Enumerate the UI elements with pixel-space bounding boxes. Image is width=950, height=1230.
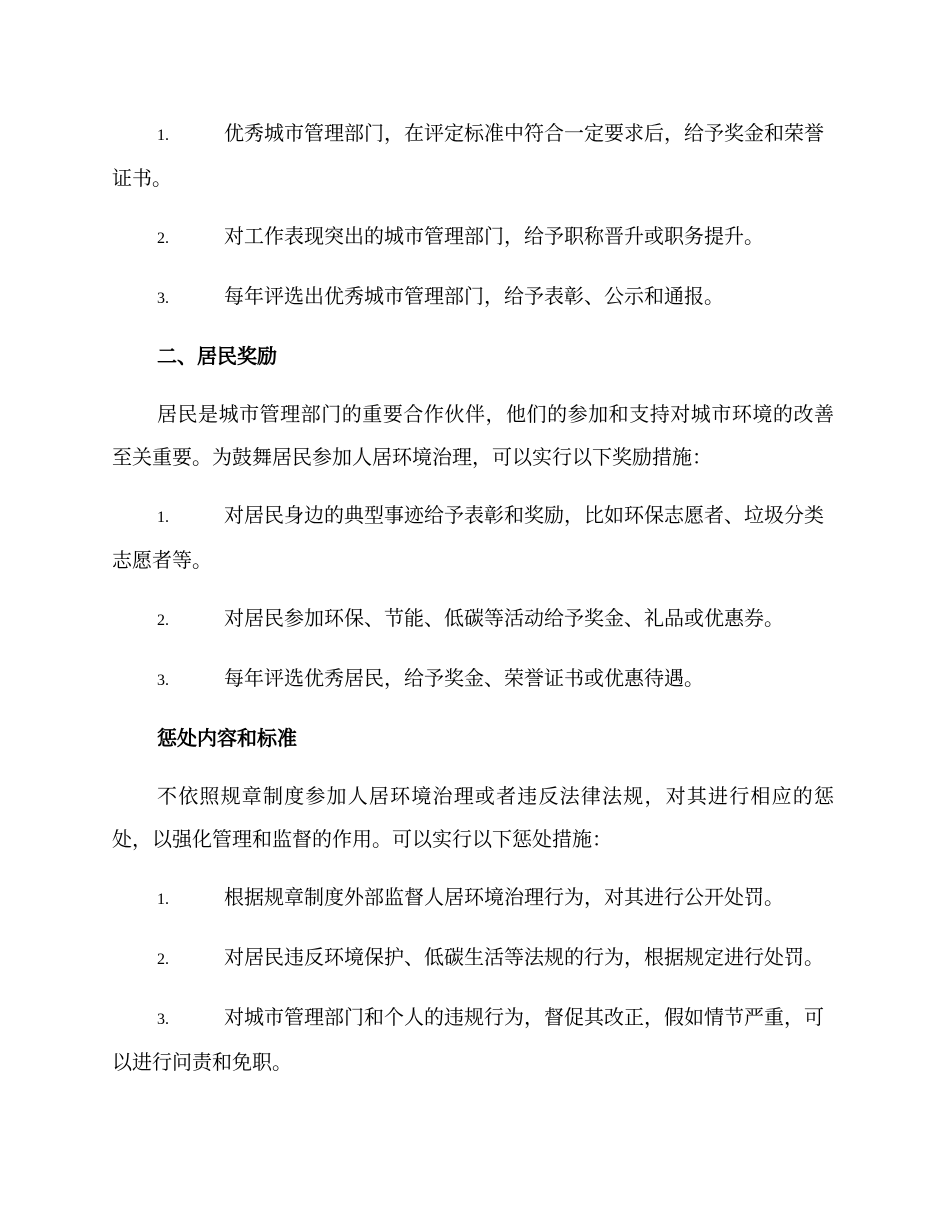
list-item: [112, 215, 834, 260]
list-number: 2.: [157, 230, 169, 247]
list-item: [112, 597, 834, 642]
list-text: 对工作表现突出的城市管理部门，给予职称晋升或职务提升。: [224, 224, 764, 248]
list-text: 每年评选出优秀城市管理部门，给予表彰、公示和通报。: [224, 284, 724, 308]
list-text: 对居民身边的典型事迹给予表彰和奖励，比如环保志愿者、垃圾分类志愿者等。: [112, 503, 824, 572]
section-intro-paragraph: 居民是城市管理部门的重要合作伙伴，他们的参加和支持对城市环境的改善至关重要。为鼓舞居民参加人居环境治理，可以实行以下奖励措施：: [112, 402, 834, 469]
list-number: 3.: [157, 672, 169, 689]
list-item: [112, 494, 834, 582]
list-text: 优秀城市管理部门，在评定标准中符合一定要求后，给予奖金和荣誉证书。: [112, 121, 824, 190]
section-heading-resident-rewards: 二、居民奖励: [157, 344, 277, 368]
list-number: 1.: [157, 127, 169, 144]
list-text: 对城市管理部门和个人的违规行为，督促其改正，假如情节严重，可以进行问责和免职。: [112, 1005, 824, 1074]
list-number: 2.: [157, 951, 169, 968]
section-heading-penalties: 惩处内容和标准: [157, 726, 297, 750]
list-number: 3.: [157, 1011, 169, 1028]
list-item: [112, 657, 834, 702]
section-intro-paragraph: 不依照规章制度参加人居环境治理或者违反法律法规，对其进行相应的惩处，以强化管理和监督的作用。可以实行以下惩处措施：: [112, 784, 834, 851]
list-number: 3.: [157, 290, 169, 307]
list-item: [112, 876, 834, 921]
list-number: 2.: [157, 612, 169, 629]
list-number: 1.: [157, 509, 169, 526]
list-item: [112, 112, 834, 200]
list-item: [112, 936, 834, 981]
list-item: [112, 275, 834, 320]
list-text: 每年评选优秀居民，给予奖金、荣誉证书或优惠待遇。: [224, 666, 704, 690]
list-text: 对居民违反环境保护、低碳生活等法规的行为，根据规定进行处罚。: [224, 945, 824, 969]
list-text: 根据规章制度外部监督人居环境治理行为，对其进行公开处罚。: [224, 885, 784, 909]
list-text: 对居民参加环保、节能、低碳等活动给予奖金、礼品或优惠券。: [224, 606, 784, 630]
list-item: [112, 996, 834, 1084]
list-number: 1.: [157, 891, 169, 908]
